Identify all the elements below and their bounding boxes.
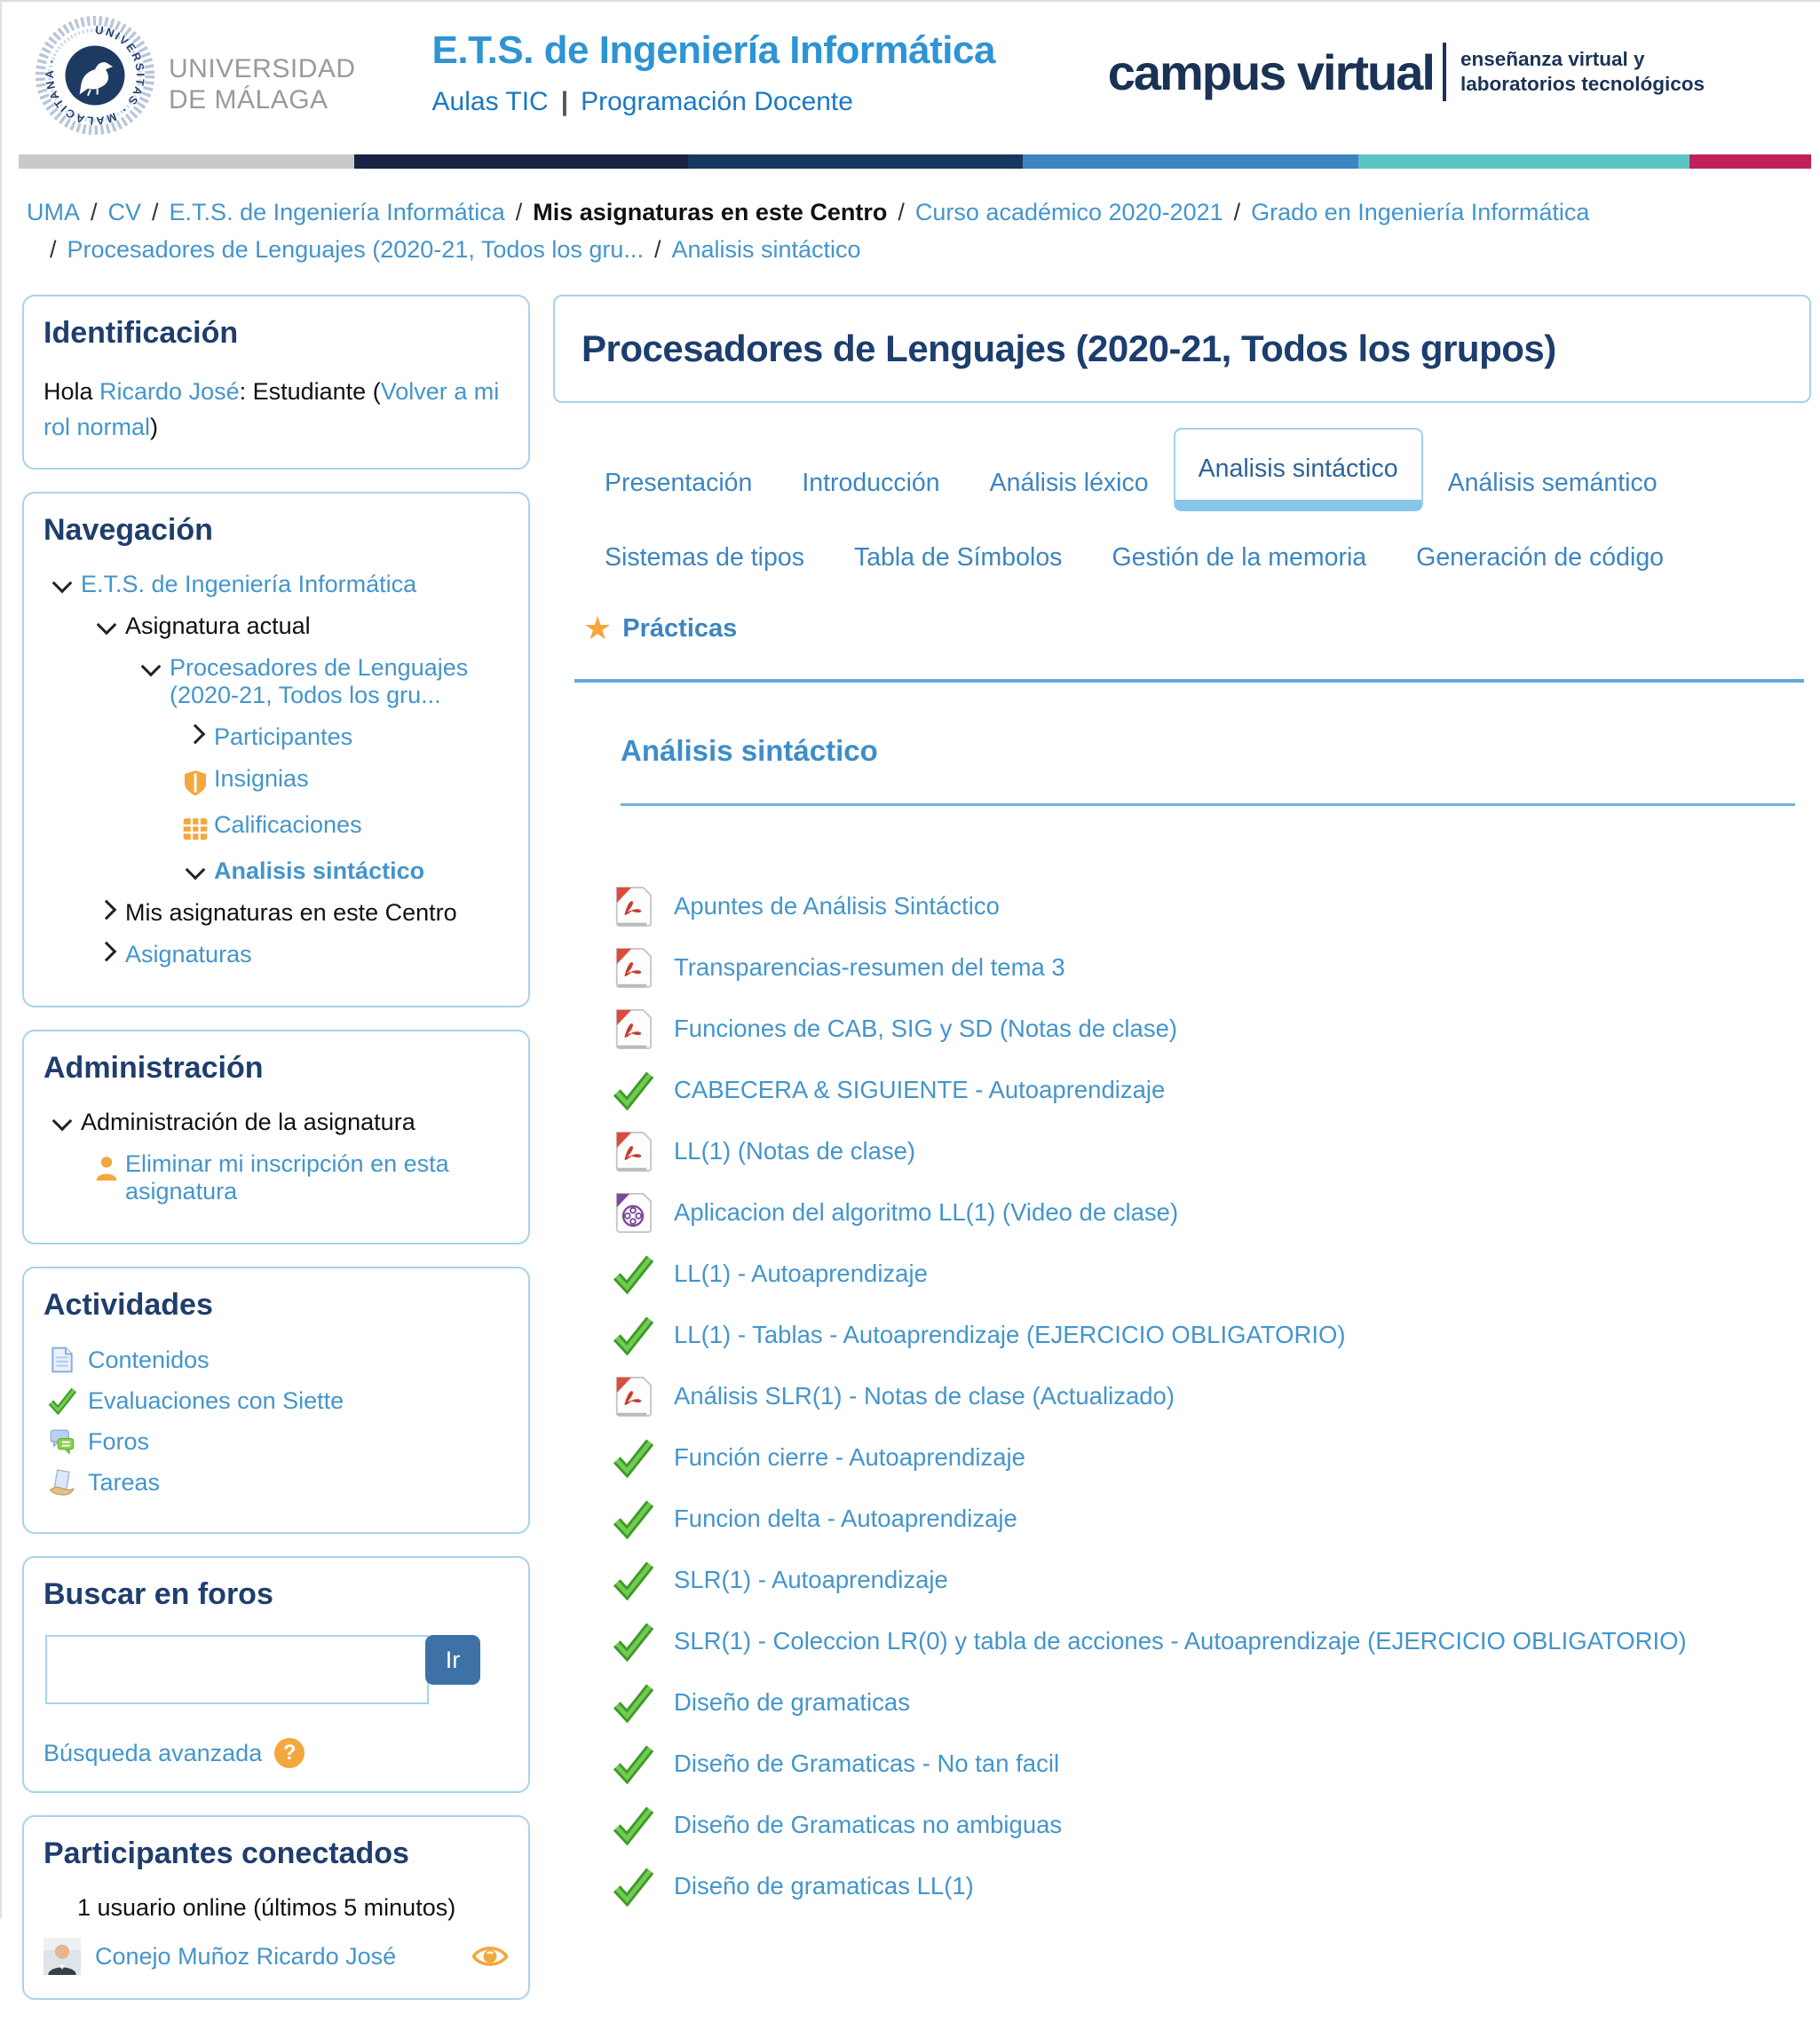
resource-link[interactable]: Análisis SLR(1) - Notas de clase (Actualizado) <box>674 1381 1175 1410</box>
activities-item-assignments[interactable]: Tareas <box>88 1468 161 1496</box>
section-divider <box>621 803 1795 806</box>
resource-item <box>612 1733 1811 1794</box>
grades-table-icon <box>177 811 214 843</box>
theme-color-bar <box>19 154 1811 169</box>
campus-virtual-logo <box>1108 43 1705 101</box>
resource-item <box>612 1120 1811 1181</box>
assignment-icon <box>44 1468 81 1497</box>
color-bar-segment <box>1358 154 1690 169</box>
nav-separator: | <box>560 87 569 116</box>
breadcrumb-separator: / <box>91 199 98 225</box>
forum-search-input[interactable] <box>45 1635 429 1704</box>
online-status: 1 usuario online (últimos 5 minutos) <box>77 1894 456 1921</box>
check-icon <box>44 1386 81 1415</box>
navigation-title: Navegación <box>44 513 213 547</box>
nav-item-badges[interactable]: Insignias <box>214 765 309 792</box>
administration-tree <box>44 1109 509 1205</box>
resource-link[interactable]: SLR(1) - Coleccion LR(0) y tabla de acciones - Autoaprendizaje (EJERCICIO OBLIGATORIO) <box>674 1626 1687 1655</box>
chevron-down-icon[interactable] <box>177 857 214 877</box>
tab-sistemas-de-tipos[interactable]: Sistemas de tipos <box>605 543 804 572</box>
pdf-icon <box>612 884 654 928</box>
navigation-tree <box>44 571 509 968</box>
resource-link[interactable]: Transparencias-resumen del tema 3 <box>674 952 1065 981</box>
resource-link[interactable]: Apuntes de Análisis Sintáctico <box>674 891 1000 920</box>
online-participants-block <box>22 1815 530 2000</box>
university-name: UNIVERSIDAD DE MÁLAGA <box>169 54 356 115</box>
user-profile-link[interactable]: Ricardo José <box>99 378 240 405</box>
color-bar-segment <box>688 154 1023 169</box>
forum-search-block <box>22 1556 530 1793</box>
check-icon <box>612 1558 654 1602</box>
eye-icon[interactable] <box>471 1943 509 1970</box>
tab-generacion-de-codigo[interactable]: Generación de código <box>1416 543 1665 572</box>
resource-item <box>612 1549 1811 1610</box>
check-icon <box>612 1252 654 1296</box>
resource-link[interactable]: LL(1) - Tablas - Autoaprendizaje (EJERCICIO OBLIGATORIO) <box>674 1320 1346 1348</box>
main-content <box>553 295 1811 2022</box>
resource-item <box>612 1243 1811 1304</box>
resource-item <box>612 1426 1811 1488</box>
forum-search-title: Buscar en foros <box>44 1577 273 1611</box>
breadcrumb-course[interactable]: Procesadores de Lenguajes (2020-21, Todos los gru... <box>67 236 644 263</box>
nav-item-school[interactable]: E.T.S. de Ingeniería Informática <box>81 571 417 597</box>
resource-item <box>612 1059 1811 1120</box>
star-icon: ★ <box>583 610 613 646</box>
tab-introduccion[interactable]: Introducción <box>802 468 940 497</box>
breadcrumb <box>7 169 1811 275</box>
tab-analisis-sintactico-active[interactable]: Analisis sintáctico <box>1174 428 1423 511</box>
video-icon <box>612 1190 654 1235</box>
chevron-down-icon[interactable] <box>88 612 125 632</box>
pdf-icon <box>612 945 654 990</box>
activities-item-siette[interactable]: Evaluaciones con Siette <box>88 1386 344 1414</box>
resource-item <box>612 998 1811 1059</box>
check-icon <box>612 1619 654 1663</box>
check-icon <box>612 1497 654 1541</box>
check-icon <box>612 1435 654 1480</box>
nav-item-current-section[interactable]: Analisis sintáctico <box>214 857 425 884</box>
identification-body: Hola Ricardo José: Estudiante (Volver a mi rol normal) <box>44 378 500 440</box>
breadcrumb-separator: / <box>898 199 905 225</box>
document-icon <box>44 1346 81 1374</box>
online-participants-title: Participantes conectados <box>44 1836 409 1870</box>
school-header <box>432 28 995 117</box>
resource-list <box>612 875 1811 1916</box>
resource-item <box>612 1671 1811 1733</box>
breadcrumb-section[interactable]: Analisis sintáctico <box>671 236 861 263</box>
color-bar-segment <box>354 154 689 169</box>
brand-divider <box>1443 43 1446 101</box>
school-title: E.T.S. de Ingeniería Informática <box>431 28 995 72</box>
check-icon <box>612 1742 654 1786</box>
resource-item <box>612 1855 1811 1916</box>
aulas-tic-link[interactable]: Aulas TIC <box>431 87 549 116</box>
tab-tabla-de-simbolos[interactable]: Tabla de Símbolos <box>853 543 1063 572</box>
activities-item-forums[interactable]: Foros <box>88 1427 150 1455</box>
tab-gestion-de-la-memoria[interactable]: Gestión de la memoria <box>1112 543 1367 572</box>
nav-item-course[interactable]: Procesadores de Lenguajes (2020-21, Todos los gru... <box>170 654 469 708</box>
breadcrumb-row1 <box>27 194 1802 231</box>
navigation-block <box>22 492 530 1007</box>
advanced-search-link[interactable]: Búsqueda avanzada <box>44 1739 263 1766</box>
resource-item <box>612 1794 1811 1855</box>
help-icon[interactable]: ? <box>274 1738 305 1768</box>
check-icon <box>612 1864 654 1908</box>
administration-block <box>22 1030 530 1244</box>
pdf-icon <box>612 1129 654 1173</box>
check-icon <box>612 1803 654 1847</box>
resource-item <box>612 936 1811 998</box>
section-heading: Análisis sintáctico <box>621 734 878 767</box>
resource-link[interactable]: LL(1) - Autoaprendizaje <box>674 1259 928 1287</box>
nav-item-grades[interactable]: Calificaciones <box>214 811 362 838</box>
activities-block <box>22 1267 530 1534</box>
tabs-divider <box>574 679 1804 683</box>
check-icon <box>612 1313 654 1357</box>
resource-link[interactable]: Aplicacion del algoritmo LL(1) (Video de clase) <box>674 1197 1179 1226</box>
resource-link[interactable]: Funciones de CAB, SIG y SD (Notas de clase) <box>674 1014 1178 1042</box>
breadcrumb-cv[interactable]: CV <box>107 199 142 225</box>
brand-tagline: enseñanza virtual y laboratorios tecnológicos <box>1460 48 1705 95</box>
administration-title: Administración <box>44 1051 264 1085</box>
resource-item <box>612 1610 1811 1671</box>
breadcrumb-separator: / <box>50 236 57 263</box>
check-icon <box>612 1680 654 1725</box>
breadcrumb-degree[interactable]: Grado en Ingeniería Informática <box>1251 199 1590 225</box>
color-bar-segment <box>19 154 354 169</box>
uma-emblem-icon <box>36 16 154 135</box>
course-tabs-row1 <box>580 454 1811 511</box>
chevron-down-icon[interactable] <box>132 654 170 674</box>
pdf-icon <box>612 1374 654 1418</box>
tab-analisis-lexico[interactable]: Análisis léxico <box>989 468 1149 497</box>
svg-text:UNIVERSITAS · MALACITANA ·: UNIVERSITAS · MALACITANA · <box>42 22 147 129</box>
chevron-right-icon[interactable] <box>177 723 214 741</box>
school-nav <box>432 87 995 117</box>
resource-item <box>612 1304 1811 1365</box>
breadcrumb-separator: / <box>515 199 523 225</box>
resource-item <box>612 1488 1811 1549</box>
nav-item-courses[interactable]: Asignaturas <box>125 941 252 968</box>
resource-item <box>612 1365 1811 1426</box>
course-tabs-row2 <box>580 543 1811 573</box>
forum-icon <box>44 1427 81 1456</box>
breadcrumb-row2 <box>39 231 1802 268</box>
resource-item <box>612 1181 1811 1243</box>
resource-link[interactable]: Función cierre - Autoaprendizaje <box>674 1442 1025 1471</box>
pdf-icon <box>612 1007 654 1051</box>
online-user-row <box>44 1938 509 1975</box>
resource-link[interactable]: Diseño de Gramaticas - No tan facil <box>674 1749 1060 1777</box>
check-icon <box>612 1068 654 1112</box>
resource-link[interactable]: SLR(1) - Autoaprendizaje <box>674 1565 948 1593</box>
breadcrumb-academic-year[interactable]: Curso académico 2020-2021 <box>914 199 1223 225</box>
resource-link[interactable]: Diseño de gramaticas <box>674 1687 910 1716</box>
activities-item-contents[interactable]: Contenidos <box>88 1346 210 1373</box>
resource-link[interactable]: Diseño de gramaticas LL(1) <box>674 1871 974 1900</box>
color-bar-segment <box>1689 154 1811 169</box>
course-title-box <box>553 295 1811 403</box>
nav-item-current-course-group[interactable]: Asignatura actual <box>125 612 311 639</box>
resource-link[interactable]: LL(1) (Notas de clase) <box>674 1136 916 1165</box>
forum-search-go-button[interactable]: Ir <box>425 1635 480 1685</box>
breadcrumb-my-courses: Mis asignaturas en este Centro <box>533 199 888 225</box>
header <box>7 2 1811 149</box>
resource-link[interactable]: CABECERA & SIGUIENTE - Autoaprendizaje <box>674 1075 1166 1103</box>
breadcrumb-separator: / <box>1233 199 1241 225</box>
university-logo[interactable] <box>36 16 356 135</box>
tab-practicas[interactable]: Prácticas <box>622 613 738 643</box>
resource-item <box>612 875 1811 936</box>
return-to-role-link[interactable]: Volver a mi rol normal <box>44 378 500 440</box>
nav-item-participants[interactable]: Participantes <box>214 723 353 750</box>
nav-item-my-courses[interactable]: Mis asignaturas en este Centro <box>125 899 457 926</box>
identification-block <box>22 295 530 470</box>
admin-item-unenrol[interactable]: Eliminar mi inscripción en esta asignatura <box>125 1150 449 1205</box>
breadcrumb-uma[interactable]: UMA <box>27 199 80 225</box>
page <box>0 2 1811 1970</box>
shield-icon <box>177 765 214 797</box>
breadcrumb-separator: / <box>152 199 159 225</box>
breadcrumb-separator: / <box>653 236 661 263</box>
activities-title: Actividades <box>44 1288 213 1322</box>
practices-tab <box>583 610 1811 647</box>
chevron-right-icon[interactable] <box>88 941 125 959</box>
identification-title: Identificación <box>44 316 239 350</box>
chevron-right-icon[interactable] <box>88 899 125 917</box>
tab-presentacion[interactable]: Presentación <box>605 468 753 497</box>
sidebar <box>22 295 530 2022</box>
admin-item-course-admin[interactable]: Administración de la asignatura <box>81 1109 415 1135</box>
online-user-link[interactable]: Conejo Muñoz Ricardo José <box>95 1942 397 1970</box>
resource-link[interactable]: Diseño de Gramaticas no ambiguas <box>674 1810 1063 1838</box>
person-icon <box>88 1150 125 1182</box>
course-title: Procesadores de Lenguajes (2020-21, Todos los grupos) <box>582 328 1556 369</box>
tab-analisis-semantico[interactable]: Análisis semántico <box>1447 468 1658 497</box>
breadcrumb-school[interactable]: E.T.S. de Ingeniería Informática <box>169 199 505 225</box>
avatar[interactable] <box>44 1938 81 1975</box>
chevron-down-icon[interactable] <box>44 1109 81 1128</box>
campus-virtual-wordmark: campus virtual <box>1107 43 1434 100</box>
color-bar-segment <box>1023 154 1358 169</box>
programacion-docente-link[interactable]: Programación Docente <box>581 87 853 116</box>
chevron-down-icon[interactable] <box>44 571 81 590</box>
resource-link[interactable]: Funcion delta - Autoaprendizaje <box>674 1504 1017 1532</box>
